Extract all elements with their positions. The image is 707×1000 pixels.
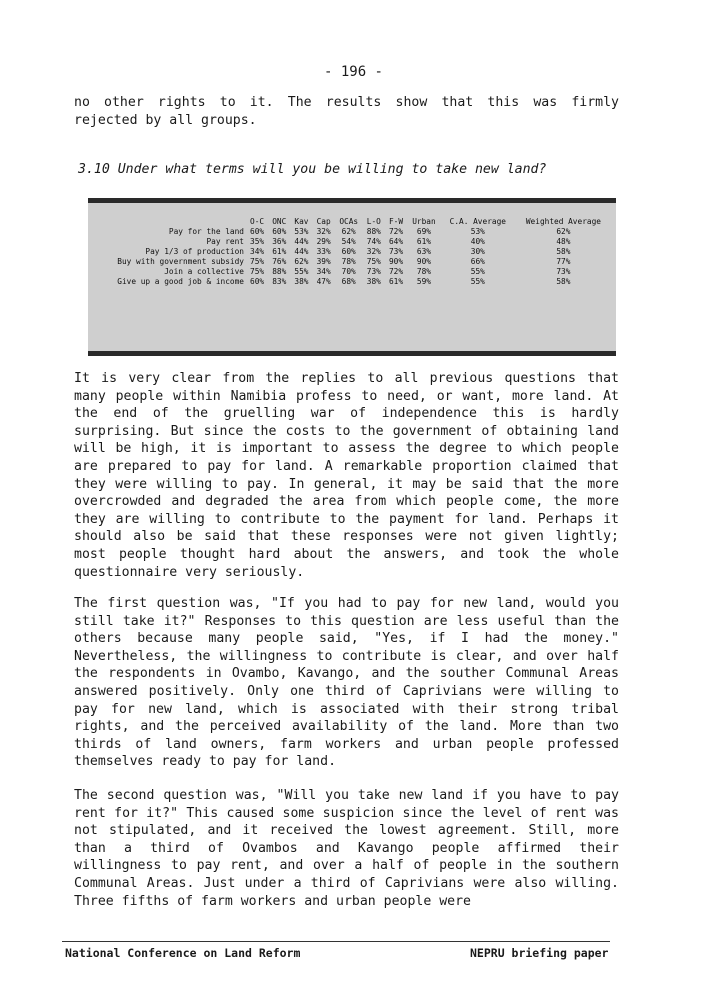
table-cell: 70% <box>341 267 356 276</box>
row-label: Pay 1/3 of production <box>145 247 244 256</box>
table-cell: 63% <box>416 247 431 256</box>
table-cell: 44% <box>294 237 309 246</box>
table-cell: 29% <box>316 237 331 246</box>
table-cell: 88% <box>272 267 287 276</box>
column-header: Kav <box>294 217 309 226</box>
table-cell: 55% <box>470 267 485 276</box>
table-cell: 60% <box>250 227 265 236</box>
table-cell: 32% <box>366 247 381 256</box>
table-row <box>92 237 612 247</box>
footer-right: NEPRU briefing paper <box>470 946 609 960</box>
table-cell: 73% <box>366 267 381 276</box>
column-header: Weighted Average <box>525 217 601 226</box>
table-cell: 62% <box>556 227 571 236</box>
table-row <box>92 267 612 277</box>
table-cell: 61% <box>388 277 404 286</box>
table-cell: 55% <box>294 267 309 276</box>
table-cell: 32% <box>316 227 331 236</box>
table-cell: 34% <box>250 247 265 256</box>
table-cell: 59% <box>416 277 431 286</box>
table-cell: 77% <box>556 257 571 266</box>
intro-paragraph: no other rights to it. The results show that this was firmly rejected by all groups. <box>74 95 619 128</box>
table-row <box>92 227 612 237</box>
table-row <box>92 277 612 287</box>
table-cell: 40% <box>470 237 485 246</box>
table-row <box>92 257 612 267</box>
table-cell: 33% <box>316 247 331 256</box>
table-cell: 53% <box>470 227 485 236</box>
column-header: F-W <box>388 217 404 226</box>
table-cell: 47% <box>316 277 331 286</box>
table-cell: 73% <box>388 247 404 256</box>
paragraph-3: The second question was, "Will you take new land if you have to pay rent for it?" This caused some suspicion since the level of rent was not stipulated, and it received the lowest agreement. Still, more than a third of Ovambos and Kavango people affirmed their willingness to pay rent, and over a half of people in the southern Communal Areas. Just under a third of Caprivians were also willing. Three fifths of farm workers and urban people were <box>74 788 619 909</box>
table-cell: 60% <box>341 247 356 256</box>
table-cell: 34% <box>316 267 331 276</box>
column-header: C.A. Average <box>449 217 506 226</box>
table-cell: 62% <box>341 227 356 236</box>
footer-left: National Conference on Land Reform <box>65 946 301 960</box>
survey-table <box>88 198 616 356</box>
table-cell: 72% <box>388 227 404 236</box>
table-cell: 74% <box>366 237 381 246</box>
table-cell: 78% <box>341 257 356 266</box>
column-header: L-O <box>366 217 381 226</box>
table-cell: 66% <box>470 257 485 266</box>
table-cell: 76% <box>272 257 287 266</box>
table-row <box>92 247 612 257</box>
column-header: ONC <box>272 217 287 226</box>
row-label: Buy with government subsidy <box>117 257 244 266</box>
table-cell: 36% <box>272 237 287 246</box>
row-label: Give up a good job & income <box>117 277 244 286</box>
table-cell: 61% <box>416 237 431 246</box>
row-label: Pay for the land <box>168 227 244 236</box>
table-cell: 61% <box>272 247 287 256</box>
table-cell: 38% <box>366 277 381 286</box>
table-cell: 39% <box>316 257 331 266</box>
table-cell: 75% <box>250 257 265 266</box>
table-cell: 62% <box>294 257 309 266</box>
table-cell: 58% <box>556 277 571 286</box>
footer-divider <box>62 941 610 942</box>
table-cell: 64% <box>388 237 404 246</box>
column-header: O-C <box>250 217 265 226</box>
table-cell: 73% <box>556 267 571 276</box>
page-number: - 196 - <box>323 64 383 80</box>
table-cell: 90% <box>388 257 404 266</box>
table-cell: 44% <box>294 247 309 256</box>
table-cell: 35% <box>250 237 265 246</box>
survey-table-grid <box>92 217 612 287</box>
table-cell: 53% <box>294 227 309 236</box>
table-cell: 58% <box>556 247 571 256</box>
table-cell: 83% <box>272 277 287 286</box>
section-heading: 3.10 Under what terms will you be willing to take new land? <box>78 162 547 177</box>
table-cell: 60% <box>272 227 287 236</box>
table-cell: 88% <box>366 227 381 236</box>
table-cell: 38% <box>294 277 309 286</box>
column-header: Cap <box>316 217 331 226</box>
row-label: Join a collective <box>164 267 244 276</box>
table-cell: 60% <box>250 277 265 286</box>
table-cell: 78% <box>416 267 431 276</box>
table-cell: 75% <box>366 257 381 266</box>
table-cell: 48% <box>556 237 571 246</box>
table-cell: 54% <box>341 237 356 246</box>
table-cell: 69% <box>416 227 431 236</box>
column-header: Urban <box>412 217 436 226</box>
table-cell: 55% <box>470 277 485 286</box>
paragraph-2: The first question was, "If you had to pay for new land, would you still take it?" Responses to this question are less useful than the others because many people said, "Yes, if I had the money." Nevertheless, the willingness to contribute is clear, and over half the respondents in Ovambo, Kavango, and the souther Communal Areas answered positively. Only one third of Caprivians were willing to pay for new land, which is associated with their strong tribal rights, and the perceived availability of the land. More than two thirds of land owners, farm workers and urban people professed themselves ready to pay for land. <box>74 596 619 770</box>
table-cell: 90% <box>416 257 431 266</box>
row-label: Pay rent <box>206 237 244 246</box>
table-header-row <box>92 217 612 227</box>
table-cell: 72% <box>388 267 404 276</box>
table-cell: 75% <box>250 267 265 276</box>
table-cell: 30% <box>470 247 485 256</box>
table-cell: 68% <box>341 277 356 286</box>
column-header: OCAs <box>339 217 359 226</box>
paragraph-1: It is very clear from the replies to all previous questions that many people within Namibia profess to need, or want, more land. At the end of the gruelling war of independence this is hardly surprising. But since the costs to the government of obtaining land will be high, it is important to assess the degree to which people are prepared to pay for land. A remarkable proportion claimed that they were willing to pay. In general, it may be said that the more overcrowded and degraded the area from which people come, the more they are willing to contribute to the payment for land. Perhaps it should also be said that these responses were not given lightly; most people thought hard about the answers, and took the whole questionnaire very seriously. <box>74 371 619 580</box>
